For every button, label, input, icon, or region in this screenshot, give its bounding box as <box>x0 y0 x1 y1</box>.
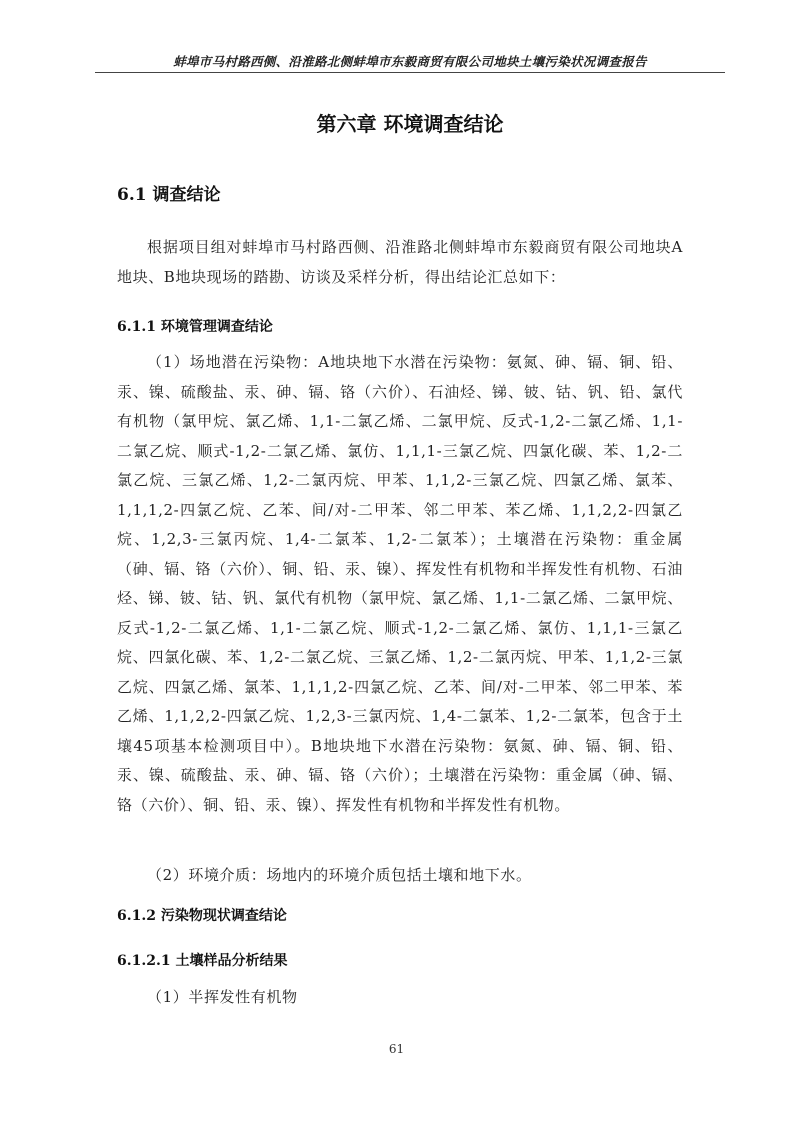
section-heading-6-1-1: 6.1.1 环境管理调查结论 <box>117 319 273 335</box>
running-header: 蚌埠市马村路西侧、沿淮路北侧蚌埠市东毅商贸有限公司地块土壤污染状况调查报告 <box>173 54 647 69</box>
pollutant-paragraph: （1）场地潜在污染物：A地块地下水潜在污染物：氨氮、砷、镉、铜、铅、汞、镍、硫酸盐、汞、砷、镉、铬（六价）、石油烃、锑、铍、钴、钒、铅、氯代有机物（氯甲烷、氯乙烯、1,1-二氯乙烯、二氯甲烷、反式-1,2-二氯乙烯、1,1-二氯乙烷、顺式-1,2-二氯乙烯、氯仿、1,1,1-三氯乙烷、四氯化碳、苯、1,2-二氯乙烷、三氯乙烯、1,2-二氯丙烷、甲苯、1,1,2-三氯乙烷、四氯乙烯、氯苯、1,1,1,2-四氯乙烷、乙苯、间/对-二甲苯、邻二甲苯、苯乙烯、1,1,2,2-四氯乙烷、1,2,3-三氯丙烷、1,4-二氯苯、1,2-二氯苯）；土壤潜在污染物：重金属（砷、镉、铬（六价）、铜、铅、汞、镍）、挥发性有机物和半挥发性有机物、石油烃、锑、铍、钴、钒、氯代有机物（氯甲烷、氯乙烯、1,1-二氯乙烯、二氯甲烷、反式-1,2-二氯乙烯、1,1-二氯乙烷、顺式-1,2-二氯乙烯、氯仿、1,1,1-三氯乙烷、四氯化碳、苯、1,2-二氯乙烷、三氯乙烯、1,2-二氯丙烷、甲苯、1,1,2-三氯乙烷、四氯乙烯、氯苯、1,1,1,2-四氯乙烷、乙苯、间/对-二甲苯、邻二甲苯、苯乙烯、1,1,2,2-四氯乙烷、1,2,3-三氯丙烷、1,4-二氯苯、1,2-二氯苯，包含于土壤45项基本检测项目中）。B地块地下水潜在污染物：氨氮、砷、镉、铜、铅、汞、镍、硫酸盐、汞、砷、镉、铬（六价）；土壤潜在污染物：重金属（砷、镉、铬（六价）、铜、铅、汞、镍）、挥发性有机物和半挥发性有机物。 <box>117 353 683 814</box>
environment-media-paragraph: （2）环境介质：场地内的环境介质包括土壤和地下水。 <box>147 866 532 884</box>
section-heading-6-1-2: 6.1.2 污染物现状调查结论 <box>117 908 287 924</box>
section-heading-6-1-2-1: 6.1.2.1 土壤样品分析结果 <box>117 953 288 969</box>
intro-paragraph: 根据项目组对蚌埠市马村路西侧、沿淮路北侧蚌埠市东毅商贸有限公司地块A地块、B地块现场的踏勘、访谈及采样分析，得出结论汇总如下： <box>117 238 683 286</box>
section-heading-6-1: 6.1 调查结论 <box>117 185 221 205</box>
header-divider <box>95 72 725 73</box>
svoc-item: （1）半挥发性有机物 <box>147 988 298 1006</box>
chapter-title: 第六章 环境调查结论 <box>316 112 504 136</box>
page-number: 61 <box>388 1042 405 1056</box>
